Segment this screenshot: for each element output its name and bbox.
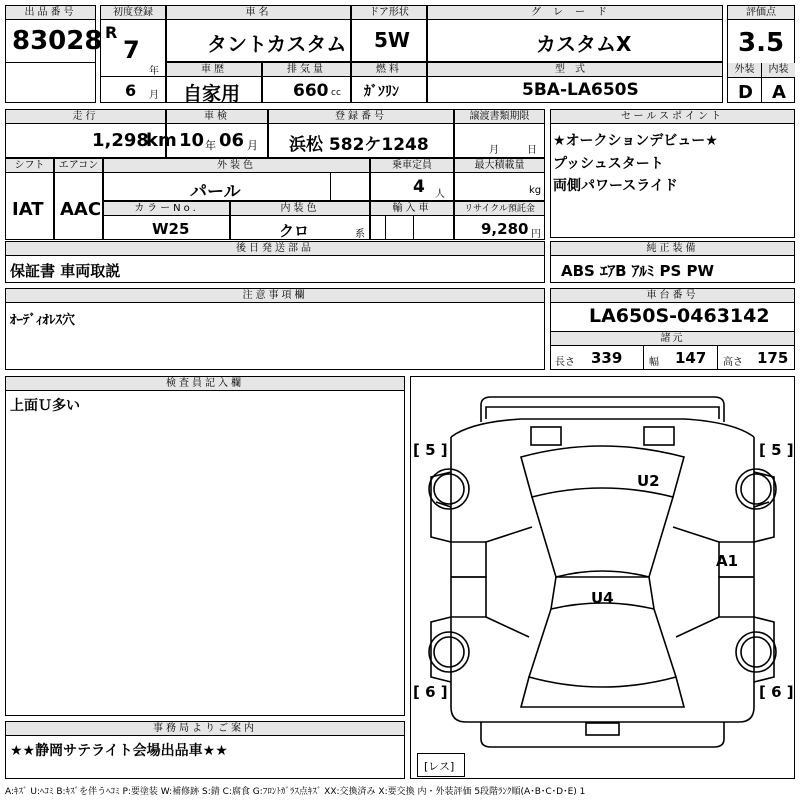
displacement-label: 排気量 xyxy=(263,63,350,77)
fuel: ｶﾞｿﾘﾝ xyxy=(364,84,399,100)
shift-box xyxy=(5,158,54,240)
grade: カスタムX xyxy=(536,32,632,56)
int-color-label: 内装色 xyxy=(231,202,369,216)
capacity-label: 乗車定員 xyxy=(371,159,453,173)
later-parts: 保証書 車両取説 xyxy=(10,262,121,280)
sales-points-label: セールスポイント xyxy=(551,110,794,124)
ext-score-label: 外装 xyxy=(728,63,761,77)
damage-mark-u4: U4 xyxy=(591,589,614,607)
transfer-box xyxy=(454,109,545,158)
door-box xyxy=(351,5,427,62)
office-label: 事務局よりご案内 xyxy=(6,722,404,736)
inspection-month: 06 xyxy=(219,130,245,151)
spare-tire-box: [レス] xyxy=(417,753,465,777)
displacement: 660 xyxy=(293,81,329,101)
chassis-label: 車台番号 xyxy=(551,289,794,303)
load-label: 最大積載量 xyxy=(455,159,544,173)
height-label: 高さ xyxy=(723,357,743,368)
score-label: 評価点 xyxy=(728,6,794,20)
first-reg-month-unit: 月 xyxy=(149,90,159,101)
history-label: 車歴 xyxy=(167,63,261,77)
load-unit: kg xyxy=(529,185,542,196)
door-label: ドア形状 xyxy=(352,6,426,20)
era: R xyxy=(105,23,118,42)
aircon-label: エアコン xyxy=(55,159,102,173)
sales-point: プッシュスタート xyxy=(553,156,664,172)
notes: ｵｰﾃﾞｨｵﾚｽ穴 xyxy=(10,313,76,328)
model-label: 型式 xyxy=(428,63,722,77)
spare-tire: レス xyxy=(428,760,450,773)
int-color: クロ xyxy=(279,222,310,240)
capacity-unit: 人 xyxy=(435,189,445,200)
first-reg-box xyxy=(100,5,166,103)
sales-points-box xyxy=(550,109,795,238)
notes-label: 注意事項欄 xyxy=(6,289,544,303)
capacity: 4 xyxy=(413,177,425,197)
int-score-label: 内装 xyxy=(762,63,795,77)
import-label: 輸入車 xyxy=(371,202,453,216)
color-no: W25 xyxy=(152,220,190,238)
score-box xyxy=(727,5,795,103)
ext-color-label: 外装色 xyxy=(104,159,369,173)
inspection-month-unit: 月 xyxy=(247,139,258,152)
ext-color-box xyxy=(103,158,370,201)
transfer-label: 譲渡書類期限 xyxy=(455,110,544,124)
sales-point: ★オークションデビュー★ xyxy=(553,133,718,149)
mileage-unit: km xyxy=(146,130,177,151)
int-score: A xyxy=(772,82,786,103)
mileage: 1,298 xyxy=(92,130,149,151)
sales-point: 両側パワースライド xyxy=(553,178,678,194)
chassis-box xyxy=(550,288,795,370)
int-color-unit: 系 xyxy=(355,229,365,240)
width: 147 xyxy=(675,349,707,367)
fuel-label: 燃料 xyxy=(352,63,426,77)
color-no-label: カラーNo. xyxy=(104,202,229,216)
car-name-box xyxy=(166,5,351,62)
damage-mark-a1: A1 xyxy=(716,552,739,570)
displacement-box xyxy=(262,62,351,103)
wheel-fr-score: [ 5 ] xyxy=(759,441,794,459)
first-reg-year-unit: 年 xyxy=(149,66,159,77)
genuine-equip: ABS ｴｱB ｱﾙﾐ PS PW xyxy=(561,262,715,280)
score-value: 3.5 xyxy=(738,28,785,58)
car-name: タントカスタム xyxy=(207,32,347,56)
wheel-rl-score: [ 6 ] xyxy=(413,683,448,701)
fuel-box xyxy=(351,62,427,103)
mileage-label: 走行 xyxy=(6,110,165,124)
car-diagram-box xyxy=(410,376,795,779)
recycle-box xyxy=(454,201,545,240)
height: 175 xyxy=(757,349,789,367)
recycle-unit: 円 xyxy=(531,229,541,240)
plate-label: 登録番号 xyxy=(269,110,453,124)
history: 自家用 xyxy=(183,83,241,105)
office-note: ★★静岡サテライト会場出品車★★ xyxy=(10,743,228,759)
wheel-fl-score: [ 5 ] xyxy=(413,441,448,459)
later-parts-box xyxy=(5,241,545,283)
inspection-year: 10 xyxy=(179,130,205,151)
damage-mark-u2: U2 xyxy=(637,472,660,490)
grade-label: グレード xyxy=(428,6,722,20)
chassis: LA650S-0463142 xyxy=(589,305,770,327)
office-box xyxy=(5,721,405,779)
first-reg-year: 7 xyxy=(123,36,140,64)
displacement-unit: cc xyxy=(331,88,341,98)
transfer-day-unit: 日 xyxy=(527,145,537,156)
inspector-box xyxy=(5,376,405,716)
model: 5BA-LA650S xyxy=(522,80,639,100)
specs-label: 諸元 xyxy=(551,332,794,346)
int-color-box xyxy=(230,201,370,240)
inspector-note: 上面Ｕ多い xyxy=(10,398,80,414)
plate-box xyxy=(268,109,454,158)
genuine-equip-label: 純正装備 xyxy=(551,242,794,256)
color-no-box xyxy=(103,201,230,240)
load-box xyxy=(454,158,545,201)
genuine-equip-box xyxy=(550,241,795,283)
transfer-month-unit: 月 xyxy=(489,145,499,156)
inspection-box xyxy=(166,109,268,158)
length: 339 xyxy=(591,349,623,367)
later-parts-label: 後日発送部品 xyxy=(6,242,544,256)
plate: 浜松 582ケ1248 xyxy=(289,135,429,155)
legend: A:ｷｽﾞ U:ﾍｺﾐ B:ｷｽﾞを伴うﾍｺﾐ P:要塗装 W:補修跡 S:錆 C:腐食 G:ﾌﾛﾝﾄｶﾞﾗｽ点ｷｽﾞ XX:交換済み X:要交換 内・外装評価 5段階ﾗﾝｸ順(A･B･C･D･E) 1 xyxy=(5,787,586,797)
import-box xyxy=(370,201,454,240)
lot-number: 83028 xyxy=(12,26,103,56)
grade-box xyxy=(427,5,723,62)
car-name-label: 車名 xyxy=(167,6,350,20)
lot-box xyxy=(5,5,103,103)
width-label: 幅 xyxy=(649,357,659,368)
length-label: 長さ xyxy=(555,357,575,368)
inspection-label: 車検 xyxy=(167,110,267,124)
ext-score: D xyxy=(738,82,753,103)
model-box xyxy=(427,62,723,103)
door-type: 5W xyxy=(374,28,410,52)
ext-color: パール xyxy=(190,182,241,202)
first-reg-month: 6 xyxy=(125,81,137,100)
recycle-label: リサイクル預託金 xyxy=(455,202,544,216)
shift-label: シフト xyxy=(6,159,53,173)
mileage-box xyxy=(5,109,177,158)
aircon: AAC xyxy=(60,199,102,220)
car-diagram xyxy=(411,377,794,778)
inspection-year-unit: 年 xyxy=(205,139,216,152)
notes-box xyxy=(5,288,545,370)
lot-label: 出品番号 xyxy=(6,6,95,20)
aircon-box xyxy=(54,158,103,240)
inspector-label: 検査員記入欄 xyxy=(6,377,404,391)
first-reg-label: 初度登録 xyxy=(101,6,165,20)
shift: IAT xyxy=(12,199,44,220)
capacity-box xyxy=(370,158,454,201)
wheel-rr-score: [ 6 ] xyxy=(759,683,794,701)
recycle: 9,280 xyxy=(481,220,529,238)
history-box xyxy=(166,62,262,103)
